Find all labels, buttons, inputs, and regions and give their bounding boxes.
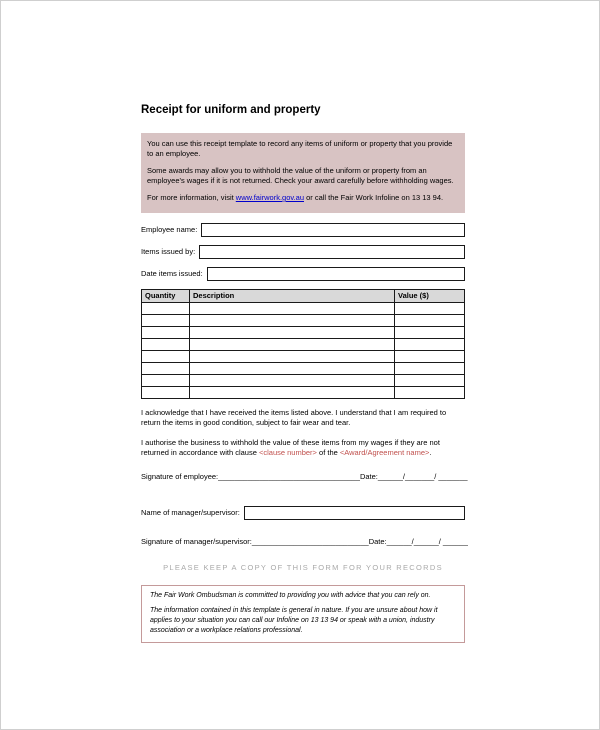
manager-name-row	[141, 506, 465, 520]
manager-name-input[interactable]	[244, 506, 465, 520]
more-info-prefix: For more information, visit	[147, 193, 236, 203]
table-row	[142, 375, 465, 387]
table-cell[interactable]	[142, 339, 190, 351]
employee-signature-label: Signature of employee:	[141, 471, 219, 481]
table-cell[interactable]	[142, 387, 190, 399]
intro-info-box	[141, 133, 465, 214]
footer-disclaimer-box	[141, 585, 465, 643]
table-cell[interactable]	[395, 363, 465, 375]
table-cell[interactable]	[142, 351, 190, 363]
table-row	[142, 327, 465, 339]
authorisation-middle: of the	[316, 447, 340, 457]
column-header-quantity: Quantity	[142, 290, 190, 303]
table-cell[interactable]	[190, 387, 395, 399]
more-info-suffix: or call the Fair Work Infoline on 13 13 94.	[304, 193, 444, 203]
authorisation-prefix: I authorise the business to withhold the value of these items from my wages if they are not returned in accordance with clause	[141, 437, 440, 457]
items-table-header	[142, 290, 465, 303]
intro-paragraph: You can use this receipt template to record any items of uniform or property that you provide to an employee.	[147, 138, 453, 158]
footer-disclaimer-line: The Fair Work Ombudsman is committed to providing you with advice that you can rely on.	[150, 592, 431, 600]
date-items-issued-row	[141, 267, 465, 281]
table-cell[interactable]	[142, 315, 190, 327]
table-cell[interactable]	[190, 327, 395, 339]
table-cell[interactable]	[190, 315, 395, 327]
table-header-row	[142, 290, 465, 303]
column-header-description: Description	[190, 290, 395, 303]
items-table	[141, 289, 465, 399]
table-cell[interactable]	[190, 351, 395, 363]
table-row	[142, 315, 465, 327]
table-cell[interactable]	[190, 375, 395, 387]
acknowledgement-paragraph: I acknowledge that I have received the items listed above. I understand that I am required to return the items in good condition, subject to fair wear and tear.	[141, 408, 447, 428]
manager-signature-label: Signature of manager/supervisor:	[141, 536, 252, 546]
document-content	[1, 1, 599, 643]
items-table-body	[142, 303, 465, 399]
keep-copy-notice: PLEASE KEEP A COPY OF THIS FORM FOR YOUR RECORDS	[163, 563, 443, 573]
fairwork-link[interactable]: www.fairwork.gov.au	[235, 193, 304, 203]
employee-signature-line[interactable]	[141, 472, 360, 482]
table-row	[142, 303, 465, 315]
manager-signature-line[interactable]	[141, 537, 369, 547]
authorisation-paragraph	[141, 438, 465, 458]
signature-underscore-line: ____________________________	[251, 536, 369, 546]
employee-name-label: Employee name:	[141, 225, 198, 235]
table-cell[interactable]	[142, 303, 190, 315]
manager-signature-date[interactable]: Date:______/______/ ______	[368, 536, 468, 546]
manager-name-label: Name of manager/supervisor:	[141, 507, 240, 517]
items-issued-by-row	[141, 245, 465, 259]
clause-number-placeholder: <clause number>	[258, 447, 317, 457]
items-issued-by-input[interactable]	[199, 245, 465, 259]
table-cell[interactable]	[395, 327, 465, 339]
intro-paragraph: Some awards may allow you to withhold the value of the uniform or property from an employee's wages if it is not returned. Check your award carefully before withholding wages.	[147, 165, 454, 185]
table-row	[142, 339, 465, 351]
items-issued-by-label: Items issued by:	[141, 247, 196, 257]
table-row	[142, 351, 465, 363]
table-cell[interactable]	[190, 363, 395, 375]
date-items-issued-label: Date items issued:	[141, 269, 203, 279]
table-cell[interactable]	[190, 339, 395, 351]
table-cell[interactable]	[142, 363, 190, 375]
manager-signature-row	[141, 536, 468, 547]
signature-underscore-line: __________________________________	[218, 471, 360, 481]
table-cell[interactable]	[395, 351, 465, 363]
table-row	[142, 387, 465, 399]
table-cell[interactable]	[395, 303, 465, 315]
authorisation-suffix: .	[429, 447, 432, 457]
table-cell[interactable]	[190, 303, 395, 315]
employee-signature-row	[141, 471, 468, 482]
footer-disclaimer-line: The information contained in this template is general in nature. If you are unsure about how it applies to your situation you can call our Infoline on 13 13 94 or speak with a union, industry association or a workplace relations professional.	[150, 606, 438, 634]
date-items-issued-input[interactable]	[207, 267, 465, 281]
page-title: Receipt for uniform and property	[141, 104, 321, 116]
table-row	[142, 363, 465, 375]
table-cell[interactable]	[395, 315, 465, 327]
employee-name-row	[141, 223, 465, 237]
more-info-line	[147, 193, 459, 203]
award-name-placeholder: <Award/Agreement name>	[339, 447, 430, 457]
table-cell[interactable]	[142, 375, 190, 387]
table-cell[interactable]	[142, 327, 190, 339]
employee-name-input[interactable]	[201, 223, 465, 237]
table-cell[interactable]	[395, 387, 465, 399]
table-cell[interactable]	[395, 375, 465, 387]
column-header-value: Value ($)	[395, 290, 465, 303]
table-cell[interactable]	[395, 339, 465, 351]
employee-signature-date[interactable]: Date:______/_______/ _______	[359, 471, 468, 481]
